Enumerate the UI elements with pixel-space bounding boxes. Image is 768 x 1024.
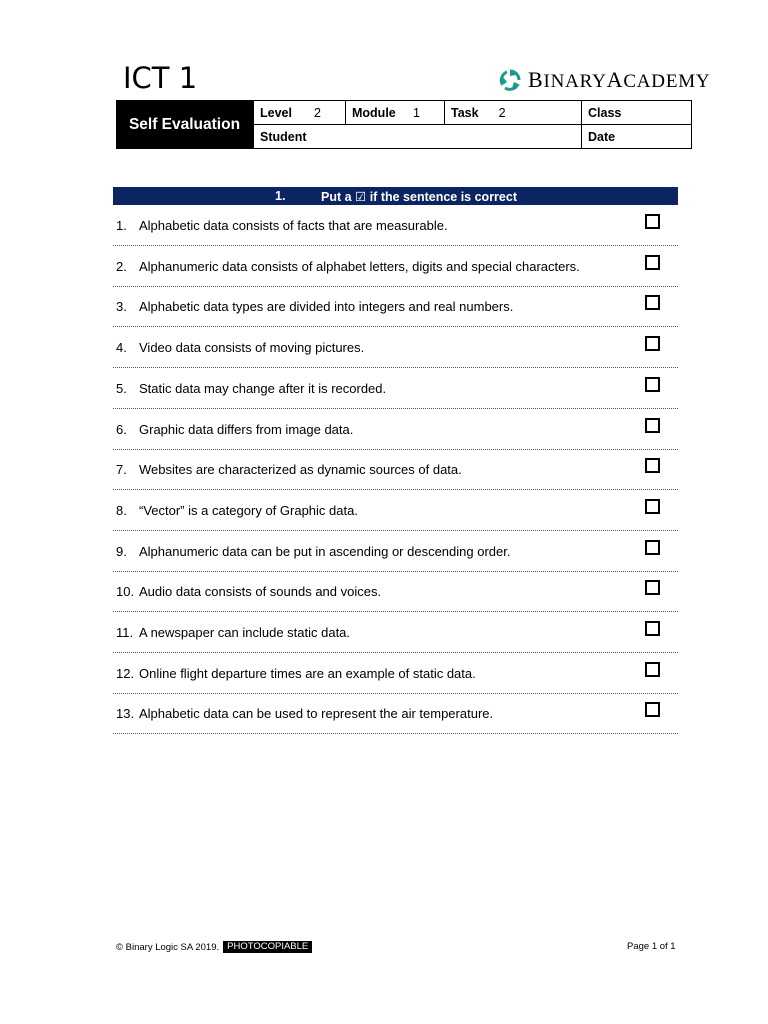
question-number: 6. [116, 421, 127, 437]
question-number: 1. [116, 218, 127, 233]
answer-checkbox[interactable] [645, 377, 660, 392]
photocopiable-badge: PHOTOCOPIABLE [223, 941, 312, 953]
module-cell: Module 1 [345, 100, 445, 125]
answer-checkbox[interactable] [645, 458, 660, 473]
question-text: “Vector” is a category of Graphic data. [139, 502, 358, 518]
class-cell[interactable]: Class [581, 100, 692, 125]
brand-name: BINARYACADEMY [528, 67, 711, 92]
logo-icon [497, 67, 523, 93]
question-row [113, 247, 678, 287]
answer-checkbox[interactable] [645, 702, 660, 717]
self-evaluation-label: Self Evaluation [116, 100, 253, 149]
question-text: Static data may change after it is recorded. [139, 380, 387, 396]
question-number: 11. [116, 625, 134, 640]
answer-checkbox[interactable] [645, 662, 660, 677]
question-row [113, 613, 678, 653]
question-text: A newspaper can include static data. [139, 625, 351, 640]
question-row [113, 654, 678, 694]
question-number: 4. [116, 340, 127, 356]
question-number: 5. [116, 380, 127, 396]
question-number: 8. [116, 502, 127, 518]
question-number: 7. [116, 462, 127, 478]
question-row [113, 491, 678, 531]
answer-checkbox[interactable] [645, 336, 660, 351]
question-text: Video data consists of moving pictures. [139, 340, 365, 356]
question-row [113, 369, 678, 409]
answer-checkbox[interactable] [645, 295, 660, 310]
question-row [113, 410, 678, 450]
question-text: Websites are characterized as dynamic sources of data. [139, 462, 462, 478]
footer-copyright: © Binary Logic SA 2019. PHOTOCOPIABLE [116, 941, 312, 953]
question-number: 10. [116, 584, 135, 600]
question-text: Alphabetic data can be used to represent the air temperature. [139, 706, 494, 722]
question-number: 3. [116, 299, 127, 315]
task-cell: Task 2 [444, 100, 582, 125]
question-row [113, 206, 678, 246]
question-text: Alphanumeric data consists of alphabet letters, digits and special characters. [139, 258, 580, 274]
section-instruction: Put a ☑ if the sentence is correct [321, 189, 517, 204]
question-row [113, 532, 678, 572]
question-text: Audio data consists of sounds and voices. [139, 584, 382, 600]
question-row [113, 572, 678, 612]
binary-academy-logo [497, 66, 710, 94]
answer-checkbox[interactable] [645, 418, 660, 433]
question-row [113, 287, 678, 327]
page-number: Page 1 of 1 [627, 941, 676, 952]
question-row [113, 694, 678, 734]
question-number: 13. [116, 706, 135, 722]
question-text: Online flight departure times are an example of static data. [139, 665, 476, 681]
question-number: 12. [116, 665, 135, 681]
question-text: Alphabetic data consists of facts that are measurable. [139, 218, 448, 233]
answer-checkbox[interactable] [645, 621, 660, 636]
question-number: 9. [116, 543, 127, 559]
document-title: ICT 1 [123, 61, 198, 95]
answer-checkbox[interactable] [645, 580, 660, 595]
level-cell: Level 2 [253, 100, 346, 125]
question-number: 2. [116, 258, 127, 274]
question-row [113, 328, 678, 368]
question-text: Graphic data differs from image data. [139, 421, 354, 437]
answer-checkbox[interactable] [645, 214, 660, 229]
section-header [113, 187, 678, 205]
date-cell[interactable]: Date [581, 124, 692, 149]
question-text: Alphanumeric data can be put in ascending or descending order. [139, 543, 511, 559]
question-text: Alphabetic data types are divided into integers and real numbers. [139, 299, 514, 315]
answer-checkbox[interactable] [645, 540, 660, 555]
answer-checkbox[interactable] [645, 499, 660, 514]
answer-checkbox[interactable] [645, 255, 660, 270]
question-row [113, 450, 678, 490]
self-evaluation-table [116, 100, 692, 149]
student-cell[interactable]: Student [253, 124, 582, 149]
section-number: 1. [275, 189, 286, 203]
